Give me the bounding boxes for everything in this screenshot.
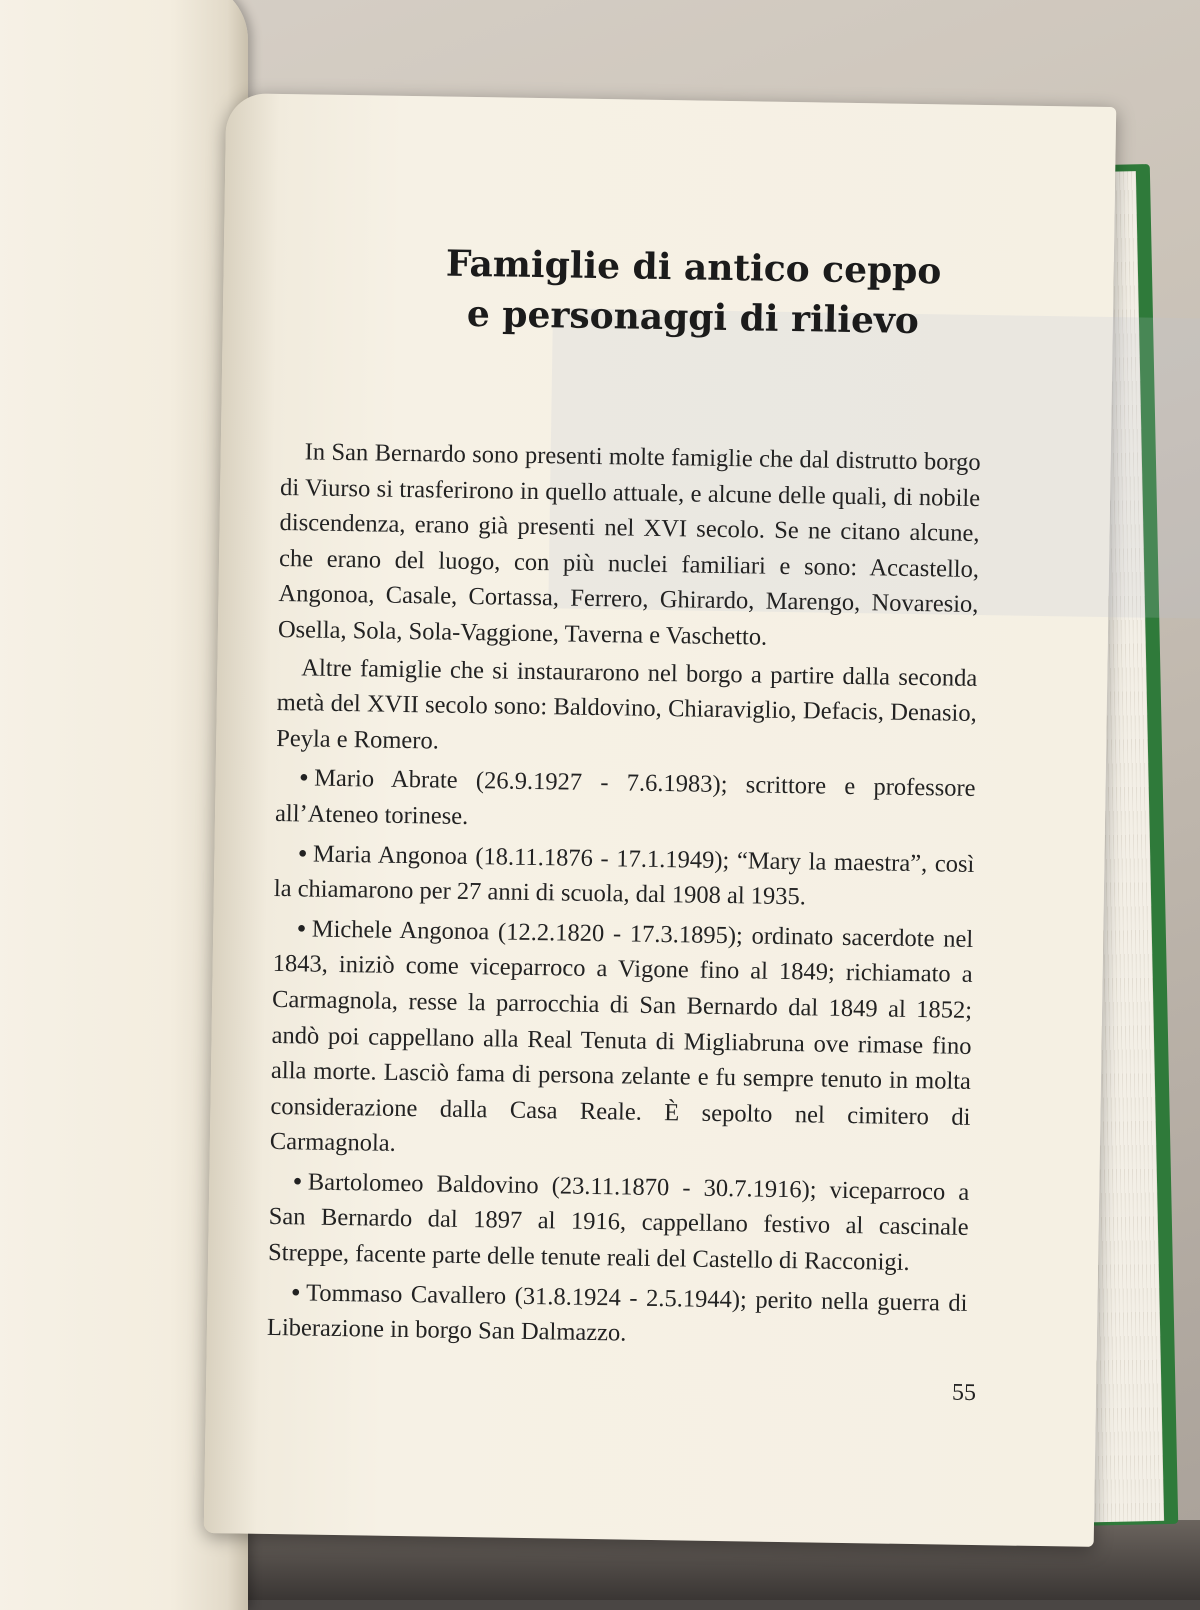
paragraph: In San Bernardo sono presenti molte famiglie che dal distrutto borgo di Viurso si trasferirono in quello attuale, e alcune delle quali, di nobile discendenza, erano già presenti nel XVI secolo. Se ne citano alcune, che erano del luogo, con più nuclei familiari e sono: Accastello, Angonoa, Casale, Cortassa, Ferrero, Ghirardo, Marengo, Novaresio, Osella, Sola, Sola-Vaggione, Taverna e Vaschetto. bbox=[277, 438, 981, 651]
chapter-title-line-1: Famiglie di antico ceppo bbox=[445, 242, 942, 293]
paragraph: Altre famiglie che si instaurarono nel borgo a partire dalla seconda metà del XVII secolo sono: Baldovino, Chiaraviglio, Defacis, Denasio, Peyla e Romero. bbox=[276, 653, 978, 755]
bullet-icon: • bbox=[297, 915, 307, 943]
biography-entry bbox=[275, 760, 976, 842]
entry-text: Tommaso Cavallero (31.8.1924 - 2.5.1944); perito nella guerra di Liberazione in borgo San Dalmazzo. bbox=[266, 1279, 968, 1347]
entry-text: Maria Angonoa (18.11.1876 - 17.1.1949); “Mary la maestra”, così la chiamarono per 27 anni di scuola, dal 1908 al 1935. bbox=[273, 840, 975, 911]
entry-text: Michele Angonoa (12.2.1820 - 17.3.1895); ordinato sacerdote nel 1843, iniziò come viceparroco a Vigone fino al 1849; richiamato a Carmagnola, resse la parrocchia di San Bernardo dal 1849 al 1852; andò poi cappellano alla Real Tenuta di Migliabruna ove rimase fino alla morte. Lasciò fama di persona zelante e fu sempre tenuto in molta considerazione dalla Casa Reale. È sepolto nel cimitero di Carmagnola. bbox=[269, 915, 974, 1158]
bullet-icon: • bbox=[291, 1278, 301, 1307]
chapter-title bbox=[373, 237, 1014, 347]
chapter-title-line-2: e personaggi di rilievo bbox=[466, 292, 920, 343]
entry-text: Bartolomeo Baldovino (23.11.1870 - 30.7.1916); viceparroco a San Bernardo dal 1897 al 1916, cappellano festivo al cascinale Streppe, facente parte delle tenute reali del Castello di Racconigi. bbox=[267, 1168, 970, 1277]
page-number: 55 bbox=[951, 1379, 977, 1407]
entry-text: Mario Abrate (26.9.1927 - 7.6.1983); scrittore e professore all’Ateneo torinese. bbox=[274, 764, 976, 830]
biography-entry bbox=[267, 1275, 968, 1357]
biography-entry bbox=[270, 911, 974, 1171]
bullet-icon: • bbox=[293, 1168, 303, 1196]
biography-entry bbox=[274, 835, 975, 917]
body-text bbox=[267, 434, 981, 1359]
bullet-icon: • bbox=[298, 839, 308, 867]
page-content bbox=[204, 93, 1117, 1547]
bullet-icon: • bbox=[299, 764, 309, 792]
biography-entry bbox=[268, 1164, 970, 1282]
right-page bbox=[204, 93, 1117, 1547]
